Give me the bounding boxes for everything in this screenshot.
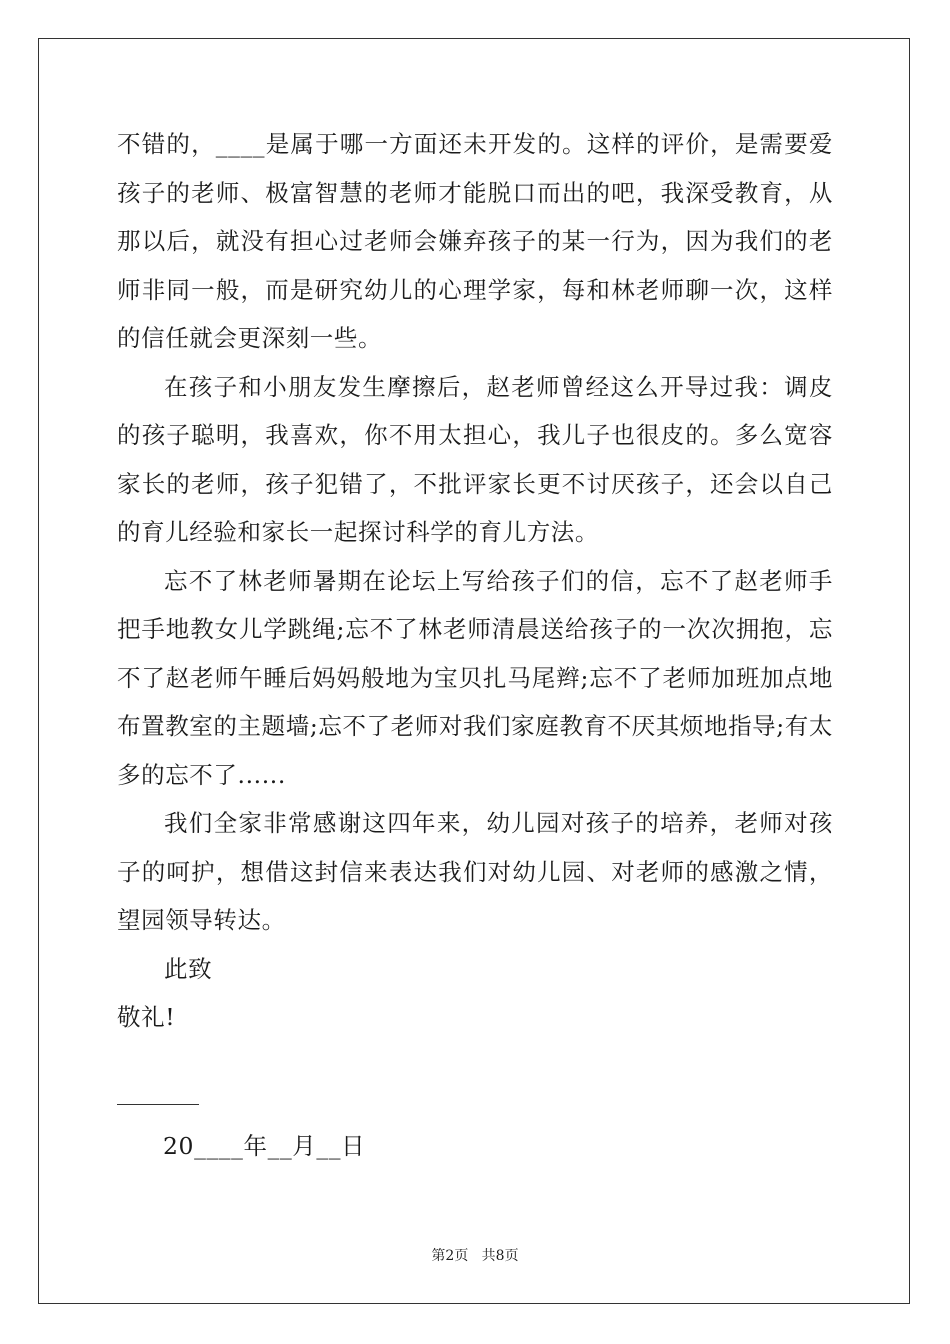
signature-blank-line [117, 1104, 199, 1105]
paragraph-1: 不错的，____是属于哪一方面还未开发的。这样的评价，是需要爱孩子的老师、极富智慧的老师才能脱口而出的吧，我深受教育，从那以后，就没有担心过老师会嫌弃孩子的某一行为，因为我们的老师非同一般，而是研究幼儿的心理学家，每和林老师聊一次，这样的信任就会更深刻一些。 [117, 130, 833, 352]
paragraph-3: 忘不了林老师暑期在论坛上写给孩子们的信，忘不了赵老师手把手地教女儿学跳绳;忘不了林老师清晨送给孩子的一次次拥抱，忘不了赵老师午睡后妈妈般地为宝贝扎马尾辫;忘不了老师加班加点地布置教室的主题墙;忘不了老师对我们家庭教育不厌其烦地指导;有太多的忘不了...... [117, 566, 833, 789]
date-line: 20____年__月__日 [163, 1132, 366, 1160]
closing-line: 此致 [164, 954, 213, 983]
letter-body [117, 120, 833, 1042]
salutation-line: 敬礼! [117, 1003, 176, 1031]
page-number-footer: 第2页 共8页 [431, 1248, 519, 1264]
paragraph-2: 在孩子和小朋友发生摩擦后，赵老师曾经这么开导过我：调皮的孩子聪明，我喜欢，你不用太担心，我儿子也很皮的。多么宽容家长的老师，孩子犯错了，不批评家长更不讨厌孩子，还会以自己的育儿经验和家长一起探讨科学的育儿方法。 [117, 372, 833, 546]
paragraph-4: 我们全家非常感谢这四年来，幼儿园对孩子的培养，老师对孩子的呵护，想借这封信来表达我们对幼儿园、对老师的感激之情，望园领导转达。 [117, 809, 833, 934]
